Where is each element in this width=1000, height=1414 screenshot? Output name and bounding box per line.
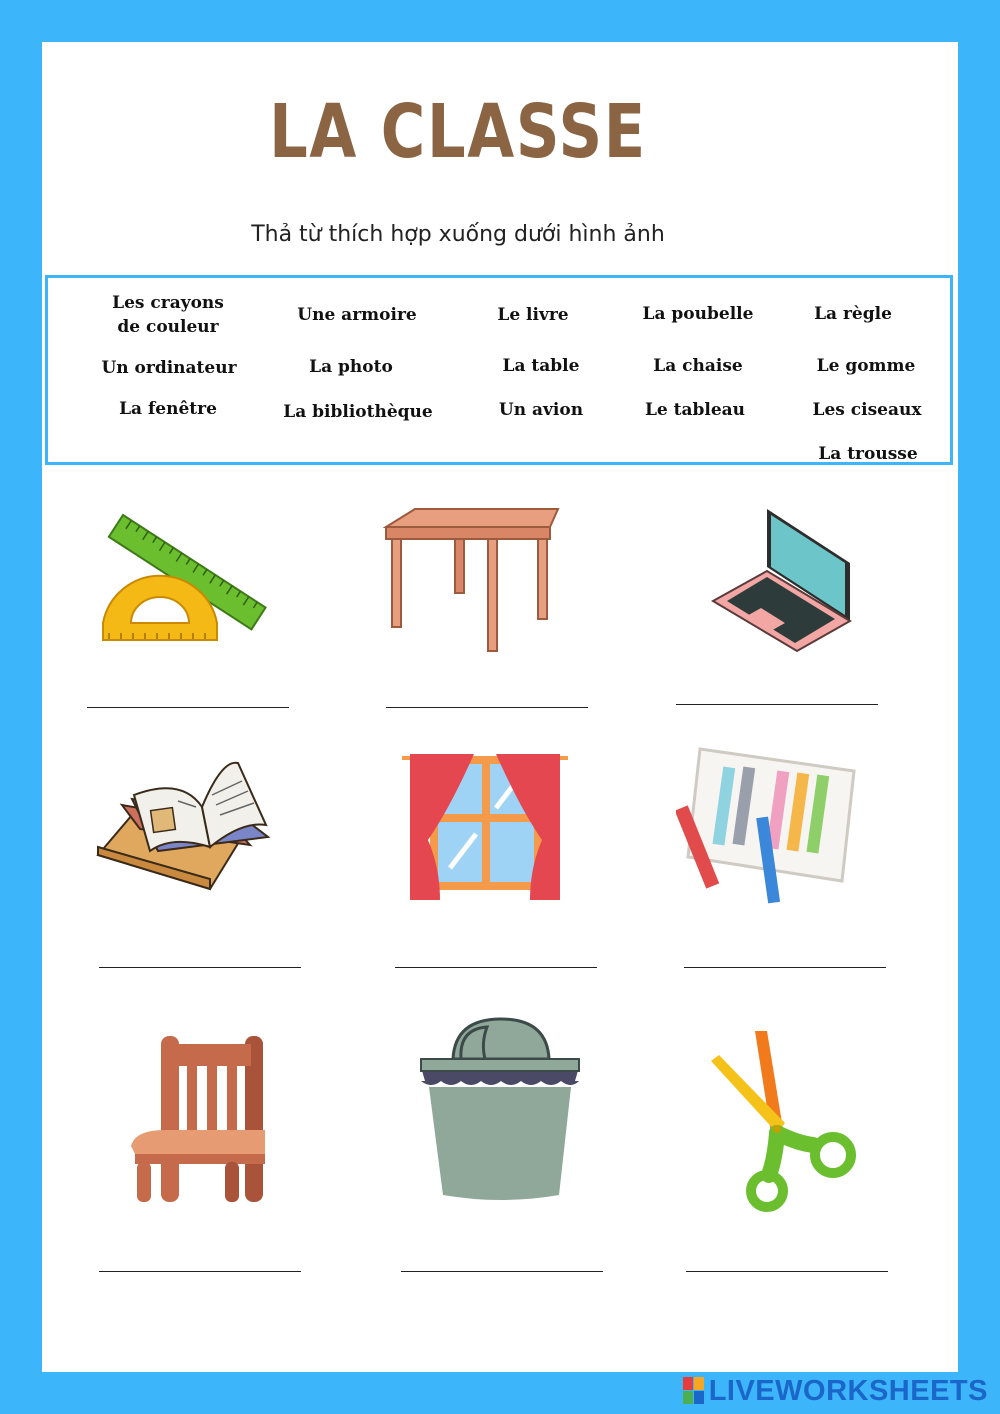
laptop-icon (705, 505, 860, 655)
books-icon (92, 755, 272, 895)
liveworksheets-logo-icon (683, 1377, 705, 1405)
answer-input-6[interactable] (684, 943, 886, 968)
word-un-avion[interactable]: Un avion (498, 400, 584, 420)
chair-icon (125, 1032, 275, 1207)
answer-input-2[interactable] (386, 683, 588, 708)
word-la-photo[interactable]: La photo (309, 357, 393, 377)
answer-input-9[interactable] (686, 1247, 888, 1272)
crayons-icon (676, 745, 856, 910)
scissors-icon (705, 1025, 865, 1215)
word-le-livre[interactable]: Le livre (497, 305, 569, 325)
word-la-trousse[interactable]: La trousse (818, 444, 918, 464)
word-une-armoire[interactable]: Une armoire (297, 305, 417, 325)
word-le-gomme[interactable]: Le gomme (816, 356, 916, 376)
word-la-regle[interactable]: La règle (814, 304, 892, 324)
word-crayons-de-couleur[interactable]: Les crayons de couleur (112, 293, 224, 337)
answer-input-4[interactable] (99, 943, 301, 968)
answer-input-3[interactable] (676, 680, 878, 705)
word-les-ciseaux[interactable]: Les ciseaux (812, 400, 922, 420)
table-icon (380, 505, 565, 655)
answer-input-7[interactable] (99, 1247, 301, 1272)
word-la-table[interactable]: La table (502, 356, 580, 376)
answer-input-5[interactable] (395, 943, 597, 968)
word-la-bibliotheque[interactable]: La bibliothèque (283, 402, 433, 422)
word-un-ordinateur[interactable]: Un ordinateur (101, 358, 237, 378)
word-la-fenetre[interactable]: La fenêtre (119, 399, 217, 419)
word-le-tableau[interactable]: Le tableau (644, 400, 746, 420)
instruction-text: Thả từ thích hợp xuống dưới hình ảnh (251, 222, 665, 247)
word-la-chaise[interactable]: La chaise (653, 356, 743, 376)
window-icon (400, 748, 570, 908)
ruler-protractor-icon (95, 505, 275, 645)
answer-input-8[interactable] (401, 1247, 603, 1272)
answer-input-1[interactable] (87, 683, 289, 708)
page-title: LA CLASSE (269, 89, 647, 175)
word-la-poubelle[interactable]: La poubelle (642, 304, 754, 324)
liveworksheets-brand (683, 1374, 988, 1408)
trash-bin-icon (415, 1015, 585, 1205)
brand-name: LIVEWORKSHEETS (708, 1374, 988, 1407)
